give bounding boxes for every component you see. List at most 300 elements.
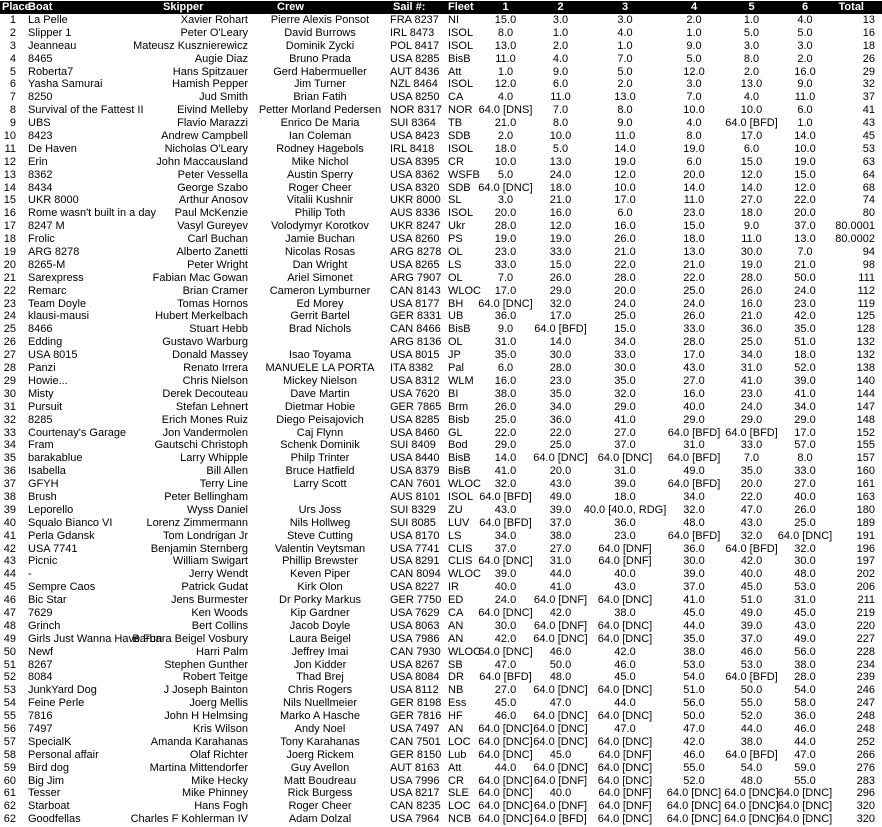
race-1-score-cell: 17.0 [494, 284, 517, 297]
table-row [0, 491, 882, 504]
race-2-score-cell: 64.0 [DNC] [533, 684, 588, 697]
race-6-score-cell: 8.0 [797, 452, 813, 465]
sail-number-cell: USA 8112 [390, 684, 439, 697]
sail-number-cell: AUS 8101 [390, 490, 441, 503]
total-points-cell: 132 [856, 336, 875, 349]
place-cell: 37 [3, 478, 16, 491]
race-5-score-cell: 36.0 [740, 323, 763, 336]
race-1-score-cell: 8.0 [497, 26, 514, 39]
total-points-cell: 211 [857, 594, 875, 607]
skipper-cell: Jens Burmester [170, 594, 248, 607]
sail-number-cell: USA 8260 [390, 233, 440, 246]
total-points-cell: 197 [856, 555, 875, 568]
sail-number-cell: USA 8291 [390, 555, 440, 568]
column-header-place: Place [2, 1, 31, 13]
total-points-cell: 138 [856, 362, 875, 375]
race-3-score-cell: 64.0 [DNC] [597, 684, 653, 697]
crew-cell: Jamie Buchan [285, 233, 355, 246]
skipper-cell: Fabian Mac Gowan [152, 271, 248, 284]
race-1-score-cell: 64.0 [DNC] [478, 800, 533, 813]
place-cell: 42 [3, 542, 16, 555]
race-3-score-cell: 40.0 [614, 568, 636, 581]
race-3-score-cell: 40.0 [40.0, RDG] [583, 503, 667, 516]
fleet-cell: Ess [448, 697, 467, 710]
place-cell: 40 [3, 516, 16, 529]
sail-number-cell: AUT 8163 [390, 761, 440, 774]
race-1-score-cell: 10.0 [494, 155, 517, 168]
race-6-score-cell: 1.0 [797, 117, 813, 130]
race-2-score-cell: 64.0 [DNC] [533, 710, 588, 723]
place-cell: 55 [3, 710, 16, 723]
race-1-score-cell: 27.0 [494, 684, 517, 697]
race-1-score-cell: 2.0 [497, 130, 514, 143]
total-points-cell: 248 [856, 722, 875, 735]
sail-number-cell: ARG 7907 [390, 271, 442, 284]
boat-cell: Bird dog [28, 761, 69, 774]
place-cell: 31 [3, 400, 16, 413]
crew-cell: Urs Joss [298, 503, 342, 516]
column-header-fleet: Fleet [448, 1, 474, 13]
place-cell: 59 [3, 761, 16, 774]
crew-cell: Kirk Olon [297, 581, 343, 594]
boat-cell: Perla Gdansk [28, 529, 95, 542]
place-cell: 56 [3, 722, 16, 735]
race-1-score-cell: 1.0 [497, 65, 514, 78]
race-2-score-cell: 35.0 [549, 387, 572, 400]
race-2-score-cell: 9.0 [552, 65, 569, 78]
race-6-score-cell: 6.0 [797, 104, 813, 117]
skipper-cell: Patrick Gudat [181, 581, 248, 594]
race-4-score-cell: 19.0 [683, 142, 705, 155]
boat-cell: Howie... [28, 374, 68, 387]
race-5-score-cell: 19.0 [740, 258, 763, 271]
place-cell: 51 [3, 658, 16, 671]
table-row [0, 775, 882, 788]
skipper-cell: Carl Buchan [187, 233, 248, 246]
race-4-score-cell: 1.0 [686, 26, 702, 39]
race-4-score-cell: 9.0 [686, 39, 702, 52]
boat-cell: Misty [28, 387, 54, 400]
race-6-score-cell: 5.0 [797, 26, 813, 39]
place-cell: 33 [3, 426, 16, 439]
table-row [0, 130, 882, 143]
place-cell: 8 [9, 104, 16, 117]
place-cell: 12 [3, 155, 16, 168]
total-points-cell: 152 [856, 426, 875, 439]
race-3-score-cell: 33.0 [614, 349, 636, 362]
crew-cell: Dan Wright [292, 258, 348, 271]
boat-cell: UBS [28, 117, 51, 130]
crew-cell: Brad Nichols [288, 323, 352, 336]
fleet-cell: Att [448, 761, 462, 774]
sail-number-cell: USA 8170 [390, 529, 440, 542]
race-3-score-cell: 64.0 [DNC] [597, 813, 653, 826]
sail-number-cell: USA 8312 [390, 374, 440, 387]
fleet-cell: ISOL [448, 78, 474, 91]
race-4-score-cell: 7.0 [686, 91, 702, 104]
boat-cell: barakablue [28, 452, 83, 465]
race-6-score-cell: 52.0 [794, 362, 816, 375]
race-4-score-cell: 15.0 [683, 220, 705, 233]
race-3-score-cell: 45.0 [614, 671, 636, 684]
race-6-score-cell: 32.0 [794, 542, 816, 555]
race-3-score-cell: 9.0 [617, 117, 633, 130]
total-points-cell: 45 [862, 130, 875, 143]
boat-cell: Rome wasn't built in a day [28, 207, 157, 220]
race-1-score-cell: 13.0 [494, 39, 517, 52]
boat-cell: Grinch [28, 619, 61, 632]
crew-cell: Gerrit Bartel [290, 310, 350, 323]
table-row [0, 465, 882, 478]
race-6-score-cell: 21.0 [794, 258, 816, 271]
race-3-score-cell: 15.0 [614, 323, 636, 336]
race-5-score-cell: 34.0 [740, 349, 763, 362]
crew-cell: Valentin Veytsman [274, 542, 366, 555]
fleet-cell: Lub [448, 748, 467, 761]
race-5-score-cell: 44.0 [740, 722, 763, 735]
race-6-score-cell: 64.0 [DNC] [777, 787, 833, 800]
sail-number-cell: USA 8217 [390, 787, 440, 800]
race-2-score-cell: 32.0 [549, 297, 572, 310]
boat-cell: La Pelle [28, 14, 68, 26]
place-cell: 17 [3, 220, 16, 233]
crew-cell: Dominik Zycki [285, 39, 355, 52]
race-3-score-cell: 64.0 [DNC] [597, 761, 653, 774]
race-1-score-cell: 64.0 [BFD] [479, 490, 532, 503]
skipper-cell: Peter Wright [187, 258, 248, 271]
race-1-score-cell: 30.0 [494, 619, 517, 632]
skipper-cell: Donald Massey [172, 349, 248, 362]
race-4-score-cell: 44.0 [683, 619, 705, 632]
place-cell: 62 [3, 800, 16, 813]
place-cell: 28 [3, 362, 16, 375]
race-3-score-cell: 3.0 [617, 14, 633, 26]
crew-cell: Mickey Nielson [283, 374, 357, 387]
crew-cell: Joerg Rickem [286, 748, 354, 761]
race-3-score-cell: 43.0 [614, 581, 636, 594]
race-3-score-cell: 24.0 [614, 297, 636, 310]
boat-cell: 7816 [28, 710, 53, 723]
boat-cell: 8084 [28, 671, 53, 684]
boat-cell: Bic Star [28, 594, 67, 607]
sail-number-cell: CAN 7601 [390, 478, 441, 491]
sail-number-cell: GER 8150 [390, 748, 442, 761]
place-cell: 7 [9, 91, 16, 104]
total-points-cell: 53 [862, 142, 875, 155]
boat-cell: Courtenay's Garage [28, 426, 127, 439]
crew-cell: Jon Kidder [293, 658, 347, 671]
total-points-cell: 248 [856, 710, 875, 723]
race-1-score-cell: 38.0 [494, 387, 517, 400]
race-1-score-cell: 44.0 [494, 761, 517, 774]
race-1-score-cell: 19.0 [494, 233, 517, 246]
race-4-score-cell: 34.0 [683, 490, 705, 503]
table-row [0, 233, 882, 246]
crew-cell: Roger Cheer [288, 181, 352, 194]
boat-cell: 8267 [28, 658, 53, 671]
place-cell: 6 [9, 78, 16, 91]
crew-cell: Phillip Brewster [282, 555, 358, 568]
fleet-cell: SDB [448, 181, 471, 194]
fleet-cell: LS [448, 258, 462, 271]
table-row [0, 310, 882, 323]
race-2-score-cell: 10.0 [549, 130, 572, 143]
skipper-cell: Peter O'Leary [180, 26, 248, 39]
race-1-score-cell: 64.0 [DNC] [478, 645, 533, 658]
race-2-score-cell: 40.0 [549, 787, 572, 800]
fleet-cell: ISOL [448, 39, 474, 52]
fleet-cell: BisB [448, 323, 471, 336]
sail-number-cell: SUI 8364 [390, 117, 436, 130]
total-points-cell: 247 [856, 697, 875, 710]
place-cell: 61 [3, 787, 16, 800]
race-5-score-cell: 21.0 [740, 310, 763, 323]
sail-number-cell: USA 8177 [390, 297, 440, 310]
table-row [0, 285, 882, 298]
sail-number-cell: USA 8265 [390, 258, 440, 271]
race-6-score-cell: 56.0 [794, 645, 816, 658]
race-2-score-cell: 64.0 [DNC] [533, 722, 588, 735]
race-3-score-cell: 64.0 [DNC] [597, 710, 653, 723]
race-1-score-cell: 16.0 [494, 374, 517, 387]
boat-cell: Leporello [28, 503, 74, 516]
skipper-cell: Harri Palm [196, 645, 248, 658]
race-5-score-cell: 43.0 [740, 516, 763, 529]
boat-cell: Squalo Bianco VI [28, 516, 113, 529]
crew-cell: Austin Sperry [286, 168, 354, 181]
total-points-cell: 18 [862, 39, 875, 52]
race-4-score-cell: 48.0 [683, 516, 705, 529]
race-2-score-cell: 8.0 [552, 117, 569, 130]
race-4-score-cell: 50.0 [683, 710, 705, 723]
fleet-cell: ED [448, 594, 464, 607]
race-2-score-cell: 64.0 [DNC] [533, 632, 588, 645]
race-4-score-cell: 56.0 [683, 697, 705, 710]
fleet-cell: TB [448, 117, 463, 130]
race-3-score-cell: 5.0 [617, 65, 633, 78]
sail-number-cell: CAN 8143 [390, 284, 441, 297]
sail-number-cell: CAN 7501 [390, 735, 441, 748]
table-row [0, 91, 882, 104]
race-4-score-cell: 64.0 [BFD] [667, 478, 721, 491]
crew-cell [250, 336, 390, 349]
race-5-score-cell: 39.0 [740, 619, 763, 632]
skipper-cell: Peter Bellingham [164, 490, 248, 503]
boat-cell: Brush [28, 490, 57, 503]
column-header-skipper: Skipper [163, 1, 204, 13]
race-6-score-cell: 35.0 [794, 323, 816, 336]
column-header-race-3: 3 [621, 1, 629, 13]
race-4-score-cell: 28.0 [683, 336, 705, 349]
race-1-score-cell: 14.0 [494, 452, 517, 465]
place-cell: 52 [3, 671, 16, 684]
total-points-cell: 119 [857, 297, 875, 310]
boat-cell: Sarexpress [28, 271, 84, 284]
table-row [0, 723, 882, 736]
sail-number-cell: USA 7620 [390, 387, 440, 400]
race-2-score-cell: 3.0 [552, 14, 569, 26]
sail-number-cell: USA 7497 [390, 722, 440, 735]
race-2-score-cell: 64.0 [DNF] [533, 594, 588, 607]
race-3-score-cell: 13.0 [614, 91, 636, 104]
fleet-cell: Bisb [448, 413, 470, 426]
boat-cell: Picnic [28, 555, 58, 568]
table-row [0, 375, 882, 388]
table-row [0, 414, 882, 427]
table-row [0, 14, 882, 27]
race-2-score-cell: 30.0 [549, 349, 572, 362]
sail-number-cell: USA 8423 [390, 130, 440, 143]
race-3-score-cell: 8.0 [617, 104, 633, 117]
table-row [0, 555, 882, 568]
total-points-cell: 32 [862, 78, 875, 91]
race-2-score-cell: 33.0 [549, 246, 572, 259]
sail-number-cell: USA 8084 [390, 671, 440, 684]
race-2-score-cell: 24.0 [549, 168, 572, 181]
total-points-cell: 180 [856, 503, 875, 516]
total-points-cell: 80 [862, 207, 875, 220]
total-points-cell: 163 [856, 490, 875, 503]
place-cell: 29 [3, 374, 16, 387]
skipper-cell: Nicholas O'Leary [164, 142, 248, 155]
fleet-cell: ISOL [448, 26, 474, 39]
race-6-score-cell: 46.0 [794, 722, 816, 735]
table-row [0, 336, 882, 349]
boat-cell: 8285 [28, 413, 53, 426]
race-5-score-cell: 47.0 [740, 503, 763, 516]
race-2-score-cell: 13.0 [549, 155, 572, 168]
place-cell: 13 [3, 168, 16, 181]
race-3-score-cell: 64.0 [DNF] [598, 787, 652, 800]
race-1-score-cell: 35.0 [494, 349, 517, 362]
race-3-score-cell: 46.0 [614, 658, 636, 671]
sail-number-cell: USA 8362 [390, 168, 440, 181]
race-5-score-cell: 32.0 [740, 529, 763, 542]
race-2-score-cell: 36.0 [549, 413, 572, 426]
race-6-score-cell: 49.0 [794, 632, 816, 645]
skipper-cell: Stuart Hebb [189, 323, 248, 336]
boat-cell: JunkYard Dog [28, 684, 97, 697]
place-cell: 38 [3, 490, 16, 503]
race-5-score-cell: 14.0 [740, 181, 763, 194]
race-6-score-cell: 12.0 [794, 181, 816, 194]
race-5-score-cell: 64.0 [BFD] [725, 671, 778, 684]
race-2-score-cell: 26.0 [549, 271, 572, 284]
fleet-cell: CA [448, 91, 464, 104]
table-row [0, 78, 882, 91]
table-row [0, 684, 882, 697]
fleet-cell: AN [448, 632, 464, 645]
race-4-score-cell: 43.0 [683, 362, 705, 375]
place-cell: 48 [3, 619, 16, 632]
race-2-score-cell: 4.0 [552, 52, 569, 65]
race-5-score-cell: 46.0 [740, 645, 763, 658]
boat-cell: 8434 [28, 181, 53, 194]
race-6-score-cell: 11.0 [794, 91, 816, 104]
race-4-score-cell: 4.0 [686, 117, 702, 130]
table-row [0, 697, 882, 710]
race-4-score-cell: 41.0 [683, 594, 705, 607]
race-5-score-cell: 3.0 [743, 39, 760, 52]
race-6-score-cell: 64.0 [DNC] [777, 529, 833, 542]
race-4-score-cell: 20.0 [683, 168, 705, 181]
race-5-score-cell: 64.0 [BFD] [725, 117, 778, 130]
race-3-score-cell: 38.0 [614, 606, 636, 619]
boat-cell: Erin [28, 155, 48, 168]
race-2-score-cell: 2.0 [552, 39, 569, 52]
table-row [0, 659, 882, 672]
race-3-score-cell: 10.0 [614, 181, 636, 194]
race-4-score-cell: 64.0 [BFD] [667, 529, 721, 542]
race-2-score-cell: 20.0 [549, 465, 572, 478]
total-points-cell: 283 [856, 774, 875, 787]
crew-cell: Isao Toyama [288, 349, 352, 362]
race-2-score-cell: 7.0 [552, 104, 569, 117]
fleet-cell: LOC [448, 735, 471, 748]
sail-number-cell: GER 7816 [390, 710, 442, 723]
place-cell: 20 [3, 258, 16, 271]
race-4-score-cell: 2.0 [686, 14, 702, 26]
sail-number-cell: USA 7986 [390, 632, 440, 645]
sail-number-cell: ARG 8136 [390, 336, 442, 349]
race-1-score-cell: 6.0 [497, 362, 514, 375]
race-3-score-cell: 34.0 [614, 336, 636, 349]
race-3-score-cell: 32.0 [614, 387, 636, 400]
race-4-score-cell: 30.0 [683, 555, 705, 568]
race-6-score-cell: 42.0 [794, 310, 816, 323]
race-4-score-cell: 55.0 [683, 761, 705, 774]
skipper-cell: Stephen Gunther [164, 658, 248, 671]
skipper-cell: Jud Smith [199, 91, 248, 104]
column-header-race-4: 4 [690, 1, 698, 13]
race-4-score-cell: 32.0 [683, 503, 705, 516]
race-1-score-cell: 24.0 [494, 594, 517, 607]
race-5-score-cell: 7.0 [743, 452, 760, 465]
race-1-score-cell: 64.0 [DNC] [478, 555, 533, 568]
race-2-score-cell: 64.0 [DNC] [533, 761, 588, 774]
race-4-score-cell: 53.0 [683, 658, 705, 671]
total-points-cell: 161 [856, 478, 875, 491]
race-2-score-cell: 48.0 [549, 671, 572, 684]
fleet-cell: BisB [448, 52, 471, 65]
race-1-score-cell: 47.0 [494, 658, 517, 671]
race-5-score-cell: 37.0 [740, 632, 763, 645]
place-cell: 19 [3, 246, 16, 259]
race-6-score-cell: 58.0 [794, 697, 816, 710]
table-row [0, 504, 882, 517]
race-6-score-cell: 64.0 [DNC] [777, 813, 833, 826]
table-row [0, 427, 882, 440]
race-1-score-cell: 22.0 [494, 426, 517, 439]
race-1-score-cell: 64.0 [DNC] [478, 813, 533, 826]
race-3-score-cell: 64.0 [DNF] [598, 748, 652, 761]
race-6-score-cell: 50.0 [794, 271, 816, 284]
race-5-score-cell: 17.0 [740, 130, 763, 143]
total-points-cell: 276 [856, 761, 875, 774]
race-5-score-cell: 50.0 [740, 684, 763, 697]
place-cell: 50 [3, 645, 16, 658]
crew-cell: Schenk Dominik [280, 439, 360, 452]
place-cell: 32 [3, 413, 16, 426]
total-points-cell: 219 [856, 606, 875, 619]
place-cell: 57 [3, 735, 16, 748]
crew-cell: Marko A Hasche [279, 710, 361, 723]
table-row [0, 169, 882, 182]
place-cell: 58 [3, 748, 16, 761]
table-row [0, 66, 882, 79]
skipper-cell: Hans Fogh [194, 800, 248, 813]
table-row [0, 298, 882, 311]
